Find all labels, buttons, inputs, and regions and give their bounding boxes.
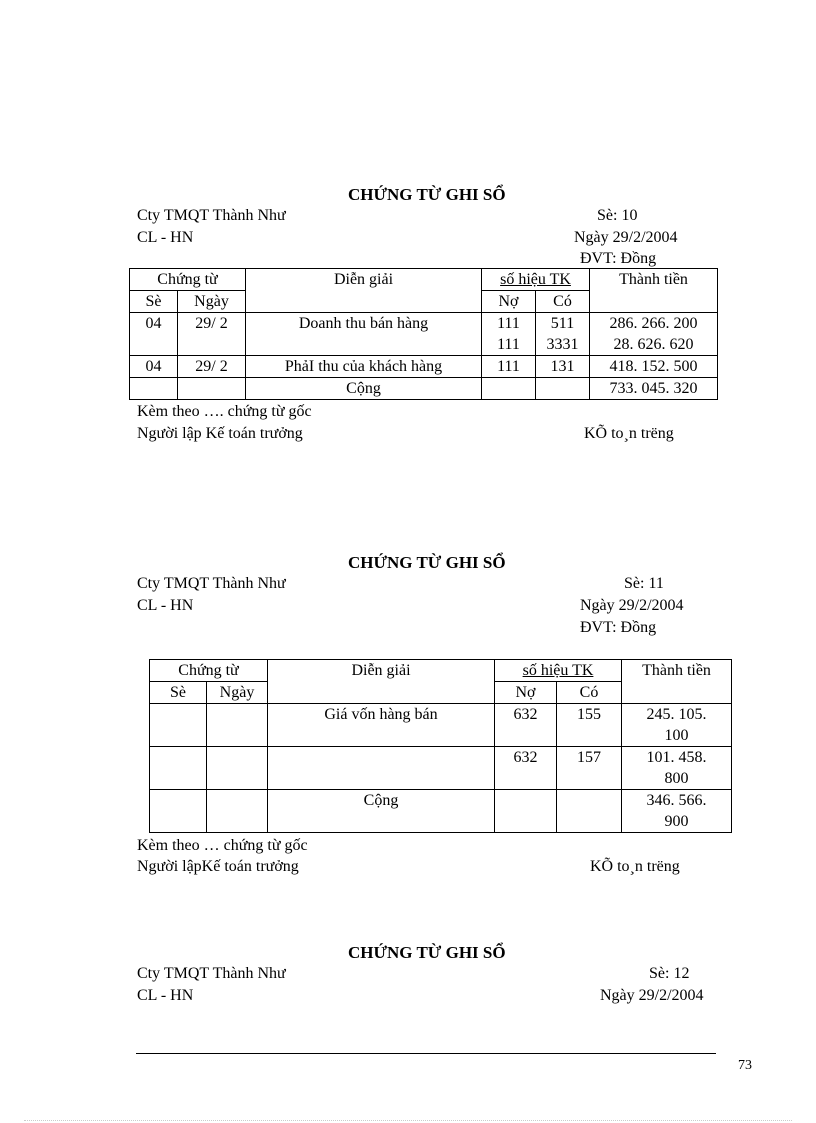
voucher1-company: Cty TMQT Thành Như bbox=[137, 207, 286, 224]
voucher1-number: Sè: 10 bbox=[597, 207, 638, 224]
voucher1-date: Ngày 29/2/2004 bbox=[574, 229, 678, 246]
voucher1-table bbox=[129, 268, 718, 400]
voucher1-signer-left: Người lập Kế toán trưởng bbox=[137, 425, 303, 442]
total-row bbox=[130, 378, 718, 400]
header-amount: Thành tiền bbox=[622, 660, 732, 682]
header-voucher: Chứng từ bbox=[150, 660, 268, 682]
header-account: số hiệu TK bbox=[495, 660, 622, 682]
row-day: 29/ 2 bbox=[178, 313, 246, 356]
header-debit: Nợ bbox=[495, 682, 557, 704]
voucher2-branch: CL - HN bbox=[137, 597, 194, 614]
header-number: Sè bbox=[150, 682, 207, 704]
voucher1-attached: Kèm theo …. chứng từ gốc bbox=[137, 403, 312, 420]
voucher2-signer-left: Người lậpKế toán trưởng bbox=[137, 858, 299, 875]
voucher2-number: Sè: 11 bbox=[624, 575, 664, 592]
table-row bbox=[150, 704, 732, 747]
row-amount: 418. 152. 500 bbox=[590, 356, 718, 378]
header-debit: Nợ bbox=[482, 291, 536, 313]
header-number: Sè bbox=[130, 291, 178, 313]
row-credit: 131 bbox=[536, 356, 590, 378]
page-number: 73 bbox=[738, 1058, 752, 1073]
voucher2-unit: ĐVT: Đồng bbox=[580, 619, 657, 636]
header-account: số hiệu TK bbox=[482, 269, 590, 291]
header-day: Ngày bbox=[178, 291, 246, 313]
table-row bbox=[130, 313, 718, 356]
header-credit: Có bbox=[557, 682, 622, 704]
header-description: Diễn giải bbox=[268, 660, 495, 682]
voucher1-unit: ĐVT: Đồng bbox=[580, 250, 657, 267]
voucher2-company: Cty TMQT Thành Như bbox=[137, 575, 286, 592]
page-edge bbox=[24, 1120, 792, 1121]
total-amount: 346. 566. 900 bbox=[622, 790, 732, 833]
voucher2-date: Ngày 29/2/2004 bbox=[580, 597, 684, 614]
header-voucher: Chứng từ bbox=[130, 269, 246, 291]
header-description: Diễn giải bbox=[246, 269, 482, 291]
row-amount: 245. 105. 100 bbox=[622, 704, 732, 747]
row-credit: 155 bbox=[557, 704, 622, 747]
table-row bbox=[130, 356, 718, 378]
row-number: 04 bbox=[130, 356, 178, 378]
row-debit: 632 bbox=[495, 747, 557, 790]
voucher2-attached: Kèm theo … chứng từ gốc bbox=[137, 837, 308, 854]
voucher3-company: Cty TMQT Thành Như bbox=[137, 965, 286, 982]
row-debit: 111 bbox=[482, 356, 536, 378]
voucher1-branch: CL - HN bbox=[137, 229, 194, 246]
voucher2-signer-right: KÕ to¸n trëng bbox=[590, 858, 680, 875]
row-debit: 111 111 bbox=[482, 313, 536, 356]
voucher2-table bbox=[149, 659, 732, 833]
row-amount: 101. 458. 800 bbox=[622, 747, 732, 790]
row-day: 29/ 2 bbox=[178, 356, 246, 378]
voucher3-title: CHỨNG TỪ GHI SỔ bbox=[348, 943, 506, 962]
header-day: Ngày bbox=[207, 682, 268, 704]
row-number: 04 bbox=[130, 313, 178, 356]
row-amount: 286. 266. 200 28. 626. 620 bbox=[590, 313, 718, 356]
voucher1-title: CHỨNG TỪ GHI SỔ bbox=[348, 185, 506, 204]
voucher3-number: Sè: 12 bbox=[649, 965, 690, 982]
total-label: Cộng bbox=[268, 790, 495, 833]
voucher3-date: Ngày 29/2/2004 bbox=[600, 987, 704, 1004]
row-credit: 157 bbox=[557, 747, 622, 790]
row-description bbox=[268, 747, 495, 790]
voucher3-branch: CL - HN bbox=[137, 987, 194, 1004]
row-description: Giá vốn hàng bán bbox=[268, 704, 495, 747]
row-description: Doanh thu bán hàng bbox=[246, 313, 482, 356]
voucher1-signer-right: KÕ to¸n trëng bbox=[584, 425, 674, 442]
header-amount: Thành tiền bbox=[590, 269, 718, 291]
voucher2-title: CHỨNG TỪ GHI SỔ bbox=[348, 553, 506, 572]
row-description: PhảI thu của khách hàng bbox=[246, 356, 482, 378]
footer-rule bbox=[136, 1053, 716, 1054]
total-label: Cộng bbox=[246, 378, 482, 400]
row-debit: 632 bbox=[495, 704, 557, 747]
header-credit: Có bbox=[536, 291, 590, 313]
total-amount: 733. 045. 320 bbox=[590, 378, 718, 400]
table-row bbox=[150, 747, 732, 790]
total-row bbox=[150, 790, 732, 833]
row-credit: 511 3331 bbox=[536, 313, 590, 356]
